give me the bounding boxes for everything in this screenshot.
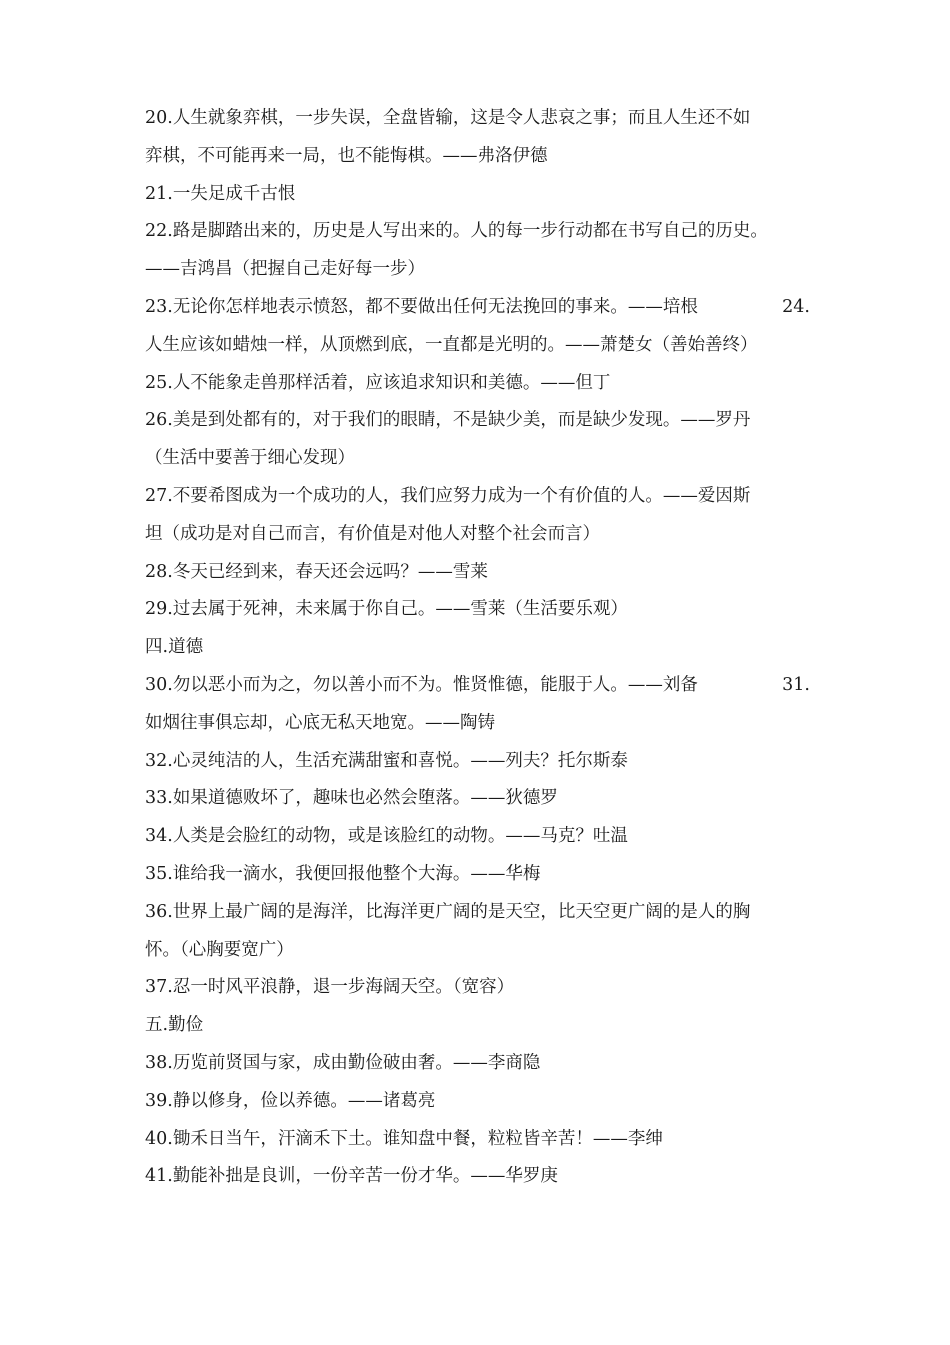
text-line: 37.忍一时风平浪静，退一步海阔天空。（宽容）	[145, 977, 515, 998]
text-segment: 23.无论你怎样地表示愤怒，都不要做出任何无法挽回的事来。——培根	[145, 296, 698, 317]
text-line	[145, 667, 810, 705]
quote-list	[145, 100, 810, 1196]
text-line: 人生应该如蜡烛一样，从顶燃到底，一直都是光明的。——萧楚女（善始善终）	[145, 334, 758, 355]
text-line: 38.历览前贤国与家，成由勤俭破由奢。——李商隐	[145, 1052, 541, 1073]
text-line: 22.路是脚踏出来的，历史是人写出来的。人的每一步行动都在书写自己的历史。	[145, 221, 768, 242]
text-line: 弈棋，不可能再来一局，也不能悔棋。——弗洛伊德	[145, 145, 548, 166]
text-line: 26.美是到处都有的，对于我们的眼睛，不是缺少美，而是缺少发现。——罗丹	[145, 410, 751, 431]
text-line: 32.心灵纯洁的人，生活充满甜蜜和喜悦。——列夫？托尔斯泰	[145, 750, 628, 771]
section-heading: 四.道德	[145, 637, 204, 658]
text-line: 25.人不能象走兽那样活着，应该追求知识和美德。——但丁	[145, 372, 611, 393]
text-line: 20.人生就象弈棋，一步失误，全盘皆输，这是令人悲哀之事；而且人生还不如	[145, 108, 751, 128]
text-line: 怀。（心胸要宽广）	[145, 939, 294, 960]
text-line	[145, 289, 810, 327]
text-line: （生活中要善于细心发现）	[145, 448, 355, 469]
text-line: 21.一失足成千古恨	[145, 183, 296, 204]
text-line: 28.冬天已经到来，春天还会远吗？——雪莱	[145, 561, 488, 582]
text-segment: 31.	[782, 674, 810, 695]
text-segment: 30.勿以恶小而为之，勿以善小而不为。惟贤惟德，能服于人。——刘备	[145, 674, 698, 695]
text-line: 29.过去属于死神，未来属于你自己。——雪莱（生活要乐观）	[145, 599, 628, 620]
text-line: 36.世界上最广阔的是海洋，比海洋更广阔的是天空，比天空更广阔的是人的胸	[145, 901, 751, 922]
text-line: 39.静以修身，俭以养德。——诸葛亮	[145, 1090, 436, 1111]
text-line: 坦（成功是对自己而言，有价值是对他人对整个社会而言）	[145, 523, 600, 544]
text-segment: 24.	[782, 296, 810, 317]
text-line: 27.不要希图成为一个成功的人，我们应努力成为一个有价值的人。——爱因斯	[145, 485, 751, 506]
text-line: 35.谁给我一滴水，我便回报他整个大海。——华梅	[145, 863, 541, 884]
text-line: 41.勤能补拙是良训，一份辛苦一份才华。——华罗庚	[145, 1166, 558, 1187]
text-line: ——吉鸿昌（把握自己走好每一步）	[145, 259, 425, 280]
section-heading: 五.勤俭	[145, 1015, 204, 1036]
text-line: 33.如果道德败坏了，趣味也必然会堕落。——狄德罗	[145, 788, 558, 809]
text-line: 如烟往事俱忘却，心底无私天地宽。——陶铸	[145, 712, 495, 733]
text-line: 34.人类是会脸红的动物，或是该脸红的动物。——马克？吐温	[145, 826, 628, 847]
text-line: 40.锄禾日当午，汗滴禾下土。谁知盘中餐，粒粒皆辛苦！——李绅	[145, 1128, 663, 1149]
